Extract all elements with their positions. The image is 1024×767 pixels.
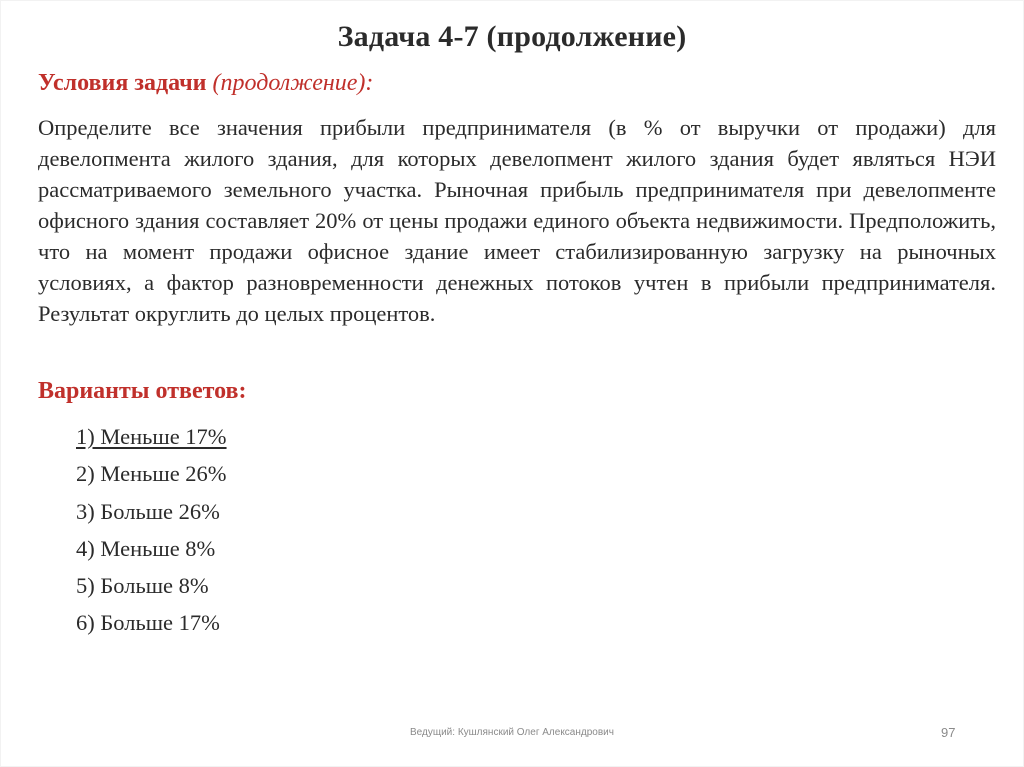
answer-option-3	[76, 498, 227, 535]
conditions-heading-italic: (продолжение):	[212, 70, 374, 96]
conditions-heading	[38, 70, 373, 97]
problem-text: Определите все значения прибыли предпринимателя (в % от выручки от продажи) для девелопмента жилого здания, для которых девелопмент жилого здания будет являться НЭИ рассматриваемого земельного участка. Рыночная прибыль предпринимателя при девелопменте офисного здания составляет 20% от цены продажи единого объекта недвижимости. Предположить, что на момент продажи офисное здание имеет стабилизированную загрузку на рыночных условиях, а фактор разновременности денежных потоков учтен в прибыли предпринимателя. Результат округлить до целых процентов.	[38, 115, 996, 326]
answer-option-2	[76, 460, 227, 497]
answers-heading: Варианты ответов:	[38, 378, 247, 404]
page-number: 97	[941, 725, 956, 740]
answer-option-6-label: 6) Больше 17%	[76, 610, 220, 636]
answer-option-6	[76, 609, 227, 646]
slide-title: Задача 4-7 (продолжение)	[337, 20, 687, 53]
answer-option-3-label: 3) Больше 26%	[76, 498, 220, 524]
answer-option-4	[76, 535, 227, 572]
answer-option-2-label: 2) Меньше 26%	[76, 461, 227, 487]
answer-option-1-label: 1) Меньше 17%	[76, 424, 227, 449]
answer-option-4-label: 4) Меньше 8%	[76, 535, 216, 561]
answer-option-1	[76, 423, 227, 460]
answer-option-5-label: 5) Больше 8%	[76, 573, 209, 599]
answers-list	[76, 423, 227, 647]
conditions-heading-bold: Условия задачи	[38, 70, 207, 96]
answer-option-5	[76, 572, 227, 609]
footer-presenter: Ведущий: Кушлянский Олег Александрович	[410, 727, 614, 738]
